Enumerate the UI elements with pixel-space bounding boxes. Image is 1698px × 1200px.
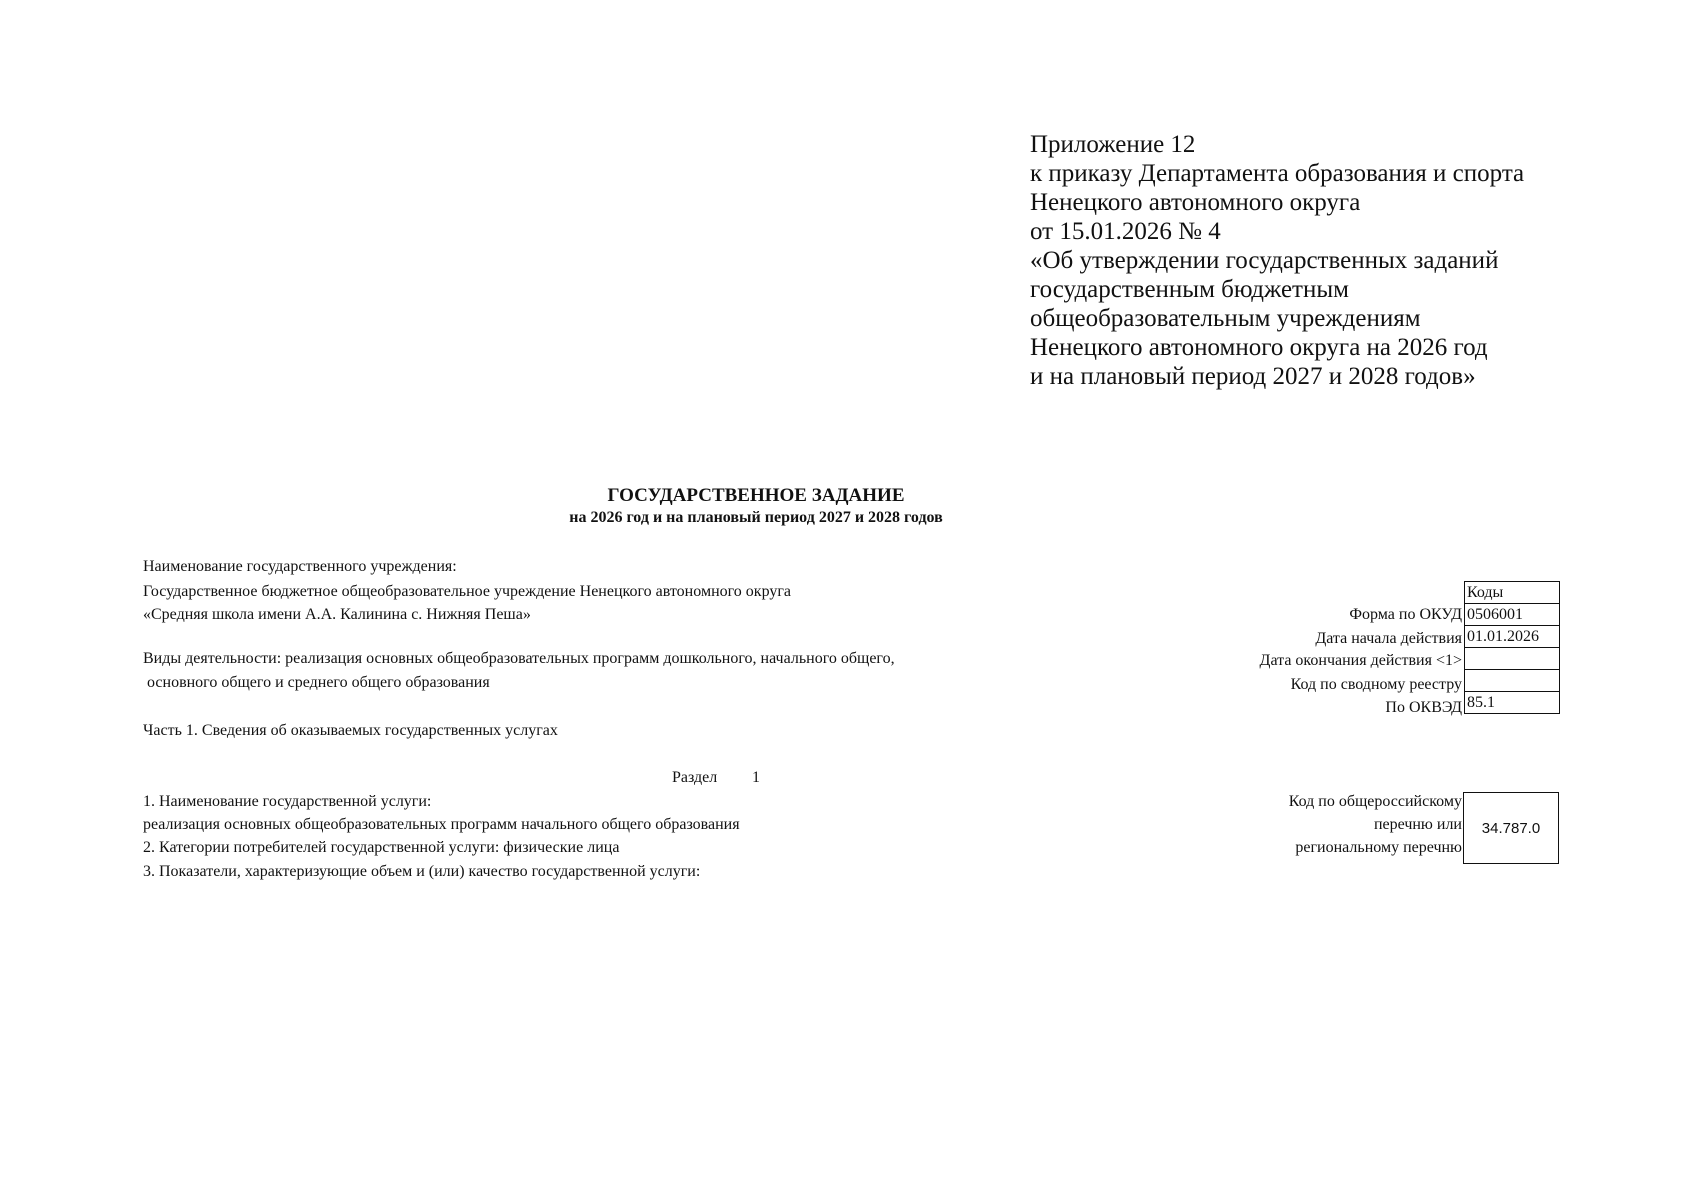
start-date-value: 01.01.2026 bbox=[1465, 626, 1560, 648]
registry-code-value bbox=[1465, 670, 1560, 692]
end-date-label: Дата окончания действия <1> bbox=[1259, 652, 1462, 669]
service-name-value: реализация основных общеобразовательных программ начального общего образования bbox=[143, 816, 740, 833]
okpd-label-line3: региональному перечню bbox=[1295, 839, 1462, 856]
appendix-line: «Об утверждении государственных заданий bbox=[1030, 247, 1499, 274]
start-date-label: Дата начала действия bbox=[1315, 630, 1462, 647]
codes-header: Коды bbox=[1465, 582, 1560, 604]
appendix-line: Приложение 12 bbox=[1030, 131, 1196, 158]
appendix-line: и на плановый период 2027 и 2028 годов» bbox=[1030, 363, 1476, 390]
okud-label: Форма по ОКУД bbox=[1349, 606, 1462, 623]
codes-table bbox=[1464, 581, 1560, 714]
institution-name-line1: Государственное бюджетное общеобразовательное учреждение Ненецкого автономного округа bbox=[143, 583, 792, 600]
document-subtitle: на 2026 год и на плановый период 2027 и 2028 годов bbox=[569, 509, 943, 526]
appendix-block bbox=[1030, 130, 1670, 391]
service-name-label: 1. Наименование государственной услуги: bbox=[143, 793, 432, 810]
okud-value: 0506001 bbox=[1465, 604, 1560, 626]
end-date-value bbox=[1465, 648, 1560, 670]
okved-value: 85.1 bbox=[1465, 692, 1560, 714]
appendix-line: Ненецкого автономного округа на 2026 год bbox=[1030, 334, 1488, 361]
section-label: Раздел bbox=[672, 769, 718, 786]
appendix-line: общеобразовательным учреждениям bbox=[1030, 305, 1421, 332]
appendix-line: к приказу Департамента образования и спорта bbox=[1030, 160, 1525, 187]
service-consumers: 2. Категории потребителей государственной услуги: физические лица bbox=[143, 839, 620, 856]
appendix-line: от 15.01.2026 № 4 bbox=[1030, 218, 1221, 245]
registry-code-label: Код по сводному реестру bbox=[1290, 676, 1462, 693]
document-title: ГОСУДАРСТВЕННОЕ ЗАДАНИЕ bbox=[607, 485, 905, 506]
okpd-label-line2: перечню или bbox=[1373, 816, 1462, 833]
okved-label: По ОКВЭД bbox=[1385, 699, 1462, 716]
institution-label: Наименование государственного учреждения: bbox=[143, 558, 457, 575]
institution-name-line2: «Средняя школа имени А.А. Калинина с. Нижняя Пеша» bbox=[143, 606, 531, 623]
section-number: 1 bbox=[752, 769, 760, 786]
activities-line2: основного общего и среднего общего образования bbox=[143, 674, 490, 691]
okpd-code-box: 34.787.0 bbox=[1463, 792, 1559, 864]
service-indicators: 3. Показатели, характеризующие объем и (или) качество государственной услуги: bbox=[143, 863, 701, 880]
okpd-label-line1: Код по общероссийскому bbox=[1288, 793, 1462, 810]
appendix-line: государственным бюджетным bbox=[1030, 276, 1349, 303]
activities-line1: Виды деятельности: реализация основных общеобразовательных программ дошкольного, начального общего, bbox=[143, 650, 895, 667]
part1-heading: Часть 1. Сведения об оказываемых государственных услугах bbox=[143, 722, 558, 739]
appendix-line: Ненецкого автономного округа bbox=[1030, 189, 1361, 216]
